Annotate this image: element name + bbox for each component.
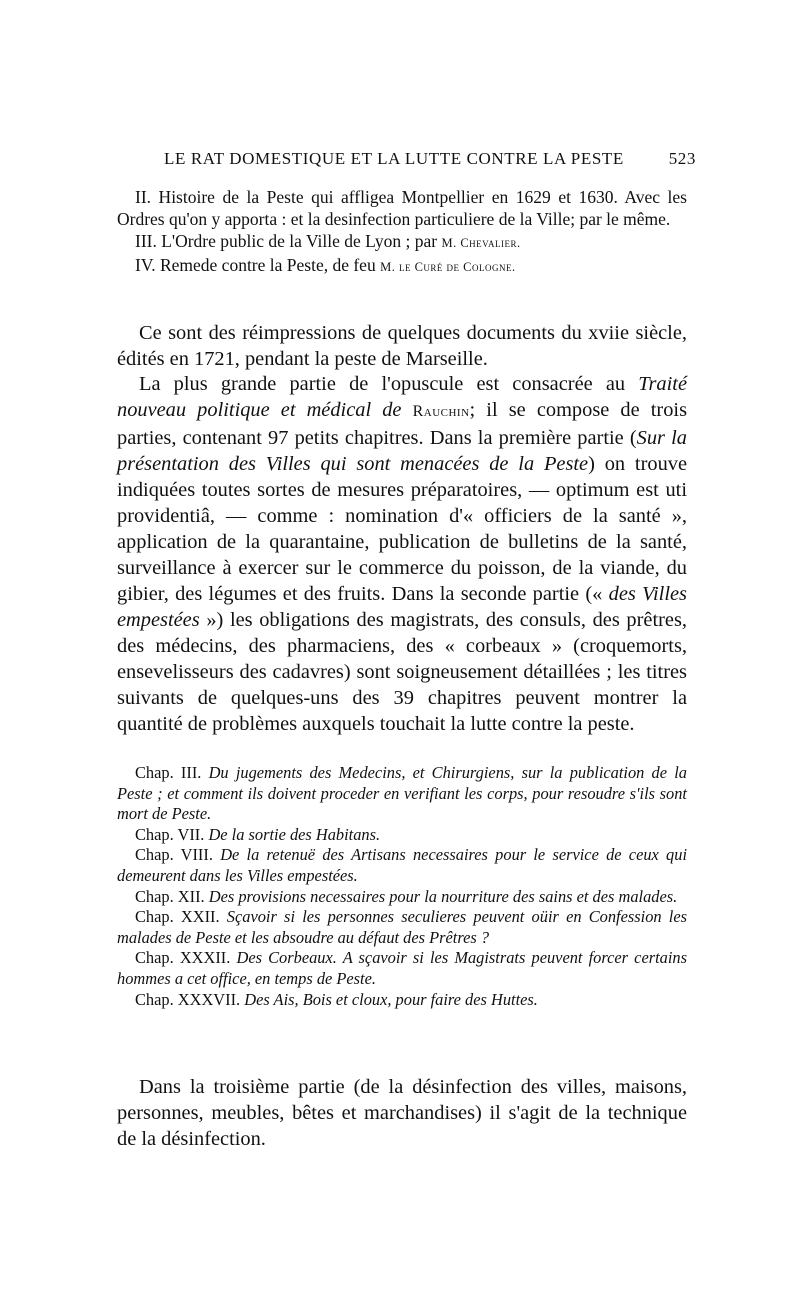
chapter-title: De la retenuë des Artisans necessaires pour le service de ceux qui demeurent dans les Villes empestées. [117,845,687,885]
chapter-title: Des provisions necessaires pour la nourriture des sains et des malades. [208,886,678,906]
part-title: Sur la présentation des Villes qui sont menacées de la Peste [117,427,687,475]
list-item-text: II. Histoire de la Peste qui affligea Montpellier en 1629 et 1630. Avec les Ordres qu'on y apporta : et la desinfection particuliere de la Ville; par le même. [117,187,687,229]
list-item [117,186,687,230]
list-item [117,254,687,278]
list-item-author: M. le Curé de Cologne. [380,260,516,274]
running-header [164,149,696,169]
chapter-entry [117,887,687,908]
list-item [117,230,687,254]
chapter-title: De la sortie des Habitans. [208,824,381,844]
paragraph-text: Dans la troisième partie (de la désinfection des villes, maisons, personnes, meubles, bêtes et marchandises) il s'agit de la technique de la désinfection. [117,1076,687,1150]
chapter-entry [117,845,687,886]
list-item-text: IV. Remede contre la Peste, de feu [135,255,381,275]
chapter-title: Des Ais, Bois et cloux, pour faire des Huttes. [244,989,538,1009]
text-run: ») les obligations des magistrats, des consuls, des prêtres, des médecins, des pharmaciens, des « corbeaux » (croquemorts, ensevelisseurs des cadavres) sont soigneusement détaillées ; les titres suivants de quelques-uns des 39 chapitres peuvent montrer la quantité de problèmes auxquels touchait la lutte contre la peste. [117,609,687,735]
chapter-label: Chap. XXXVII. [135,989,241,1009]
paragraph-third-part [117,1074,687,1152]
part-title: des Villes empestées [117,583,687,631]
chapter-label: Chap. XII. [135,886,205,906]
chapter-entry [117,907,687,948]
text-run: ) on trouve indiquées toutes sortes de mesures préparatoires, — optimum est uti providentiâ, — comme : nomination d'« officiers de la santé », application de la quarantaine, publication de bulletins de la santé, surveillance à exercer sur le commerce du poisson, de la viande, du gibier, des légumes et des fruits. Dans la seconde partie (« [117,453,688,605]
text-run: La plus grande partie de l'opuscule est consacrée au [139,373,639,395]
running-title: LE RAT DOMESTIQUE ET LA LUTTE CONTRE LA PESTE [164,149,624,168]
text-run: ; il se compose de trois parties, contenant 97 petits chapitres. Dans la première partie ( [117,399,688,449]
chapter-entry [117,825,687,846]
chapter-entry [117,990,687,1011]
list-item-author: M. Chevalier. [441,236,521,250]
chapter-label: Chap. XXII. [135,907,220,927]
chapter-label: Chap. XXXII. [135,948,231,968]
list-item-text: III. L'Ordre public de la Ville de Lyon ; par [135,231,442,251]
chapter-label: Chap. VIII. [135,845,213,865]
author-name: Rauchin [412,403,470,420]
chapter-entry [117,948,687,989]
paragraph-reprints [117,320,687,372]
chapter-label: Chap. VII. [135,824,205,844]
chapter-title: Des Corbeaux. A sçavoir si les Magistrats peuvent forcer certains hommes a cet office, en temps de Peste. [117,948,687,988]
chapter-title: Sçavoir si les personnes seculieres peuvent oüir en Confession les malades de Peste et les absoudre au défaut des Prêtres ? [117,907,687,947]
chapter-entry [117,763,687,825]
paragraph-treatise [117,371,687,737]
paragraph-text: Ce sont des réimpressions de quelques documents du xviie siècle, édités en 1721, pendant la peste de Marseille. [117,322,687,370]
page-number: 523 [668,149,696,168]
chapter-label: Chap. III. [135,763,202,782]
chapter-title: Du jugements des Medecins, et Chirurgiens, sur la publication de la Peste ; et comment ils doivent proceder en verifiant les corps, pour resoudre s'ils sont mort de Peste. [117,763,687,824]
treatise-title: Traité nouveau politique et médical de [117,373,687,421]
bibliography-list [117,186,687,278]
chapter-list [117,763,687,1010]
